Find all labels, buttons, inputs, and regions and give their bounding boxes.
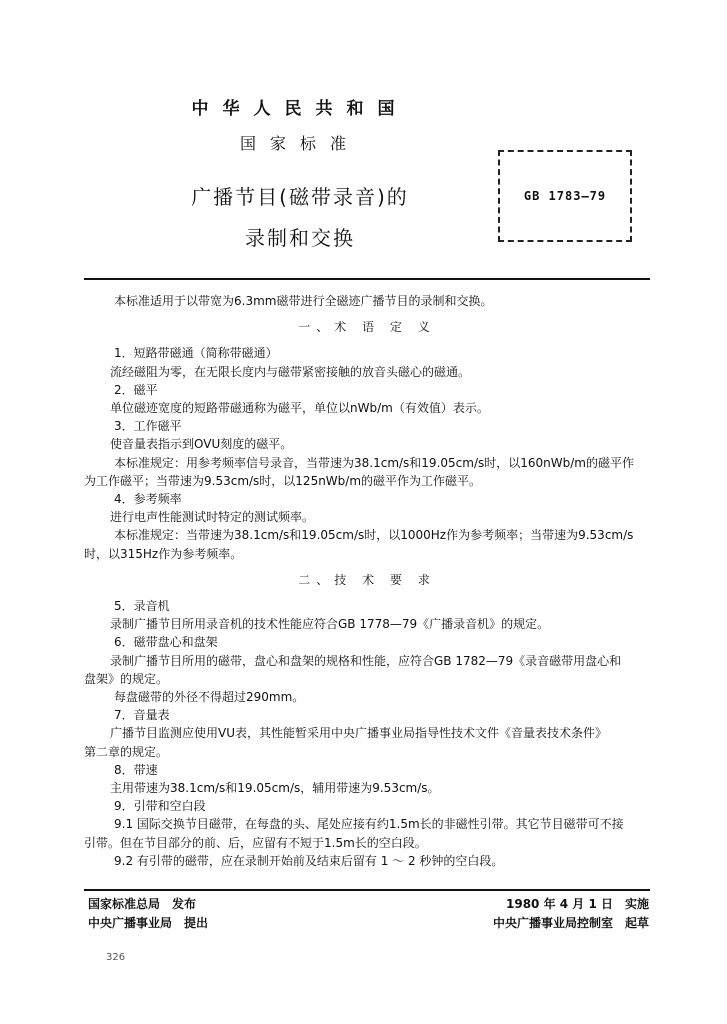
footer-issuer: 国家标准总局 发布: [88, 897, 197, 911]
item-8-text: 主用带速为38.1cm/s和19.05cm/s，辅用带速为9.53cm/s。: [110, 781, 440, 796]
item-4-note-line2: 时，以315Hz作为参考频率。: [84, 546, 243, 561]
item-9-2: 9.2 有引带的磁带，应在录制开始前及结束后留有 1 ～ 2 秒钟的空白段。: [114, 853, 504, 868]
country-name: 中华人民共和国: [191, 99, 409, 119]
item-6-text-line1: 录制广播节目所用的磁带，盘心和盘架的规格和性能，应符合GB 1782—79《录音磁带用盘心和: [110, 653, 622, 668]
item-9-title: 9．引带和空白段: [114, 799, 206, 814]
item-1-text: 流经磁阻为零，在无限长度内与磁带紧密接触的放音头磁心的磁通。: [110, 364, 471, 379]
item-4-text: 进行电声性能测试时特定的测试频率。: [110, 510, 315, 525]
item-4-note-line1: 本标准规定：当带速为38.1cm/s和19.05cm/s时，以1000Hz作为参考频率；当带速为9.53cm/s: [114, 528, 634, 543]
footer-effective-date: 1980 年 4 月 1 日 实施: [506, 897, 649, 911]
document-title-line2: 录制和交换: [245, 226, 355, 250]
item-6-note: 每盘磁带的外径不得超过290mm。: [114, 690, 305, 705]
item-3-note-line2: 为工作磁平；当带速为9.53cm/s时，以125nWb/m的磁平作为工作磁平。: [84, 473, 482, 488]
standard-number: GB 1783—79: [523, 189, 607, 203]
item-3-text: 使音量表指示到OVU刻度的磁平。: [110, 437, 293, 452]
item-5-text: 录制广播节目所用录音机的技术性能应符合GB 1778—79《广播录音机》的规定。: [110, 617, 550, 632]
item-8-title: 8．带速: [114, 762, 158, 777]
footer-proposer: 中央广播事业局 提出: [88, 916, 209, 930]
page-number: 326: [106, 952, 126, 963]
item-1-title: 1．短路带磁通（简称带磁通）: [114, 346, 278, 361]
item-9-1-line2: 引带。但在节目部分的前、后，应留有不短于1.5m长的空白段。: [84, 835, 427, 850]
item-5-title: 5．录音机: [114, 599, 170, 614]
item-6-title: 6．磁带盘心和盘架: [114, 635, 218, 650]
standard-number-box: [498, 150, 632, 242]
item-3-note-line1: 本标准规定：用参考频率信号录音，当带速为38.1cm/s和19.05cm/s时，以160nWb/m的磁平作: [114, 455, 634, 470]
header-divider: [84, 278, 650, 280]
intro-paragraph: 本标准适用于以带宽为6.3mm磁带进行全磁迹广播节目的录制和交换。: [114, 294, 493, 308]
item-2-text: 单位磁迹宽度的短路带磁通称为磁平，单位以nWb/m（有效值）表示。: [110, 401, 489, 416]
item-6-text-line2: 盘架》的规定。: [84, 671, 169, 686]
item-7-text-line2: 第二章的规定。: [84, 744, 169, 759]
document-body: [84, 292, 650, 870]
item-4-title: 4．参考频率: [114, 492, 182, 507]
section-2-title: 二、技 术 要 求: [298, 572, 436, 587]
footer-divider: [84, 889, 650, 891]
item-7-title: 7．音量表: [114, 708, 170, 723]
item-7-text-line1: 广播节目监测应使用VU表，其性能暂采用中央广播事业局指导性技术文件《音量表技术条件》: [110, 726, 607, 741]
item-2-title: 2．磁平: [114, 382, 158, 397]
item-9-1-line1: 9.1 国际交换节目磁带，在每盘的头、尾处应接有约1.5m长的非磁性引带。其它节目磁带可不接: [114, 817, 624, 832]
item-3-title: 3．工作磁平: [114, 419, 182, 434]
standard-type: 国家标准: [239, 134, 360, 153]
document-title-line1: 广播节目(磁带录音)的: [191, 185, 409, 209]
footer-drafter: 中央广播事业局控制室 起草: [492, 916, 649, 930]
section-1-title: 一、术 语 定 义: [298, 320, 436, 335]
